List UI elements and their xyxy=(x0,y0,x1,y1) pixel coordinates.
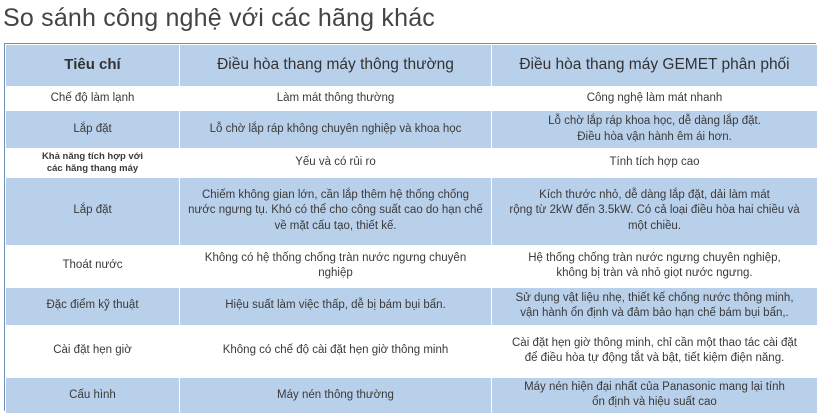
regular-cell: Không có hệ thống chống tràn nước ngưng chuyên nghiệp xyxy=(180,245,492,287)
table-row xyxy=(6,149,818,178)
regular-cell: Máy nén thông thường xyxy=(180,377,492,413)
criterion-cell: Khả năng tích hợp với các hãng thang máy xyxy=(6,149,180,178)
criterion-cell: Đặc điểm kỹ thuật xyxy=(6,287,180,325)
regular-cell: Không có chế độ cài đặt hẹn giờ thông minh xyxy=(180,325,492,377)
header-gemet-elevator-ac: Điều hòa thang máy GEMET phân phối xyxy=(492,45,818,87)
criterion-cell: Lắp đặt xyxy=(6,111,180,149)
gemet-cell: Công nghệ làm mát nhanh xyxy=(492,87,818,111)
table-row xyxy=(6,111,818,149)
table-row xyxy=(6,287,818,325)
regular-cell: Làm mát thông thường xyxy=(180,87,492,111)
gemet-cell: Lỗ chờ lắp ráp khoa học, dễ dàng lắp đặt. Điều hòa vận hành êm ái hơn. xyxy=(492,111,818,149)
table-row xyxy=(6,177,818,245)
table-row xyxy=(6,377,818,413)
gemet-cell: Hệ thống chống tràn nước ngưng chuyên nghiệp, không bị tràn và nhỏ giọt nước ngưng. xyxy=(492,245,818,287)
gemet-cell: Máy nén hiện đại nhất của Panasonic mang lại tính ổn định và hiệu suất cao xyxy=(492,377,818,413)
page-title: So sánh công nghệ với các hãng khác xyxy=(3,4,436,32)
regular-cell: Chiếm không gian lớn, cần lắp thêm hệ thống chống nước ngưng tụ. Khó có thể cho công suất cao do hạn chế về mặt cấu tạo, thiết kế. xyxy=(180,177,492,245)
criterion-cell: Chế độ làm lạnh xyxy=(6,87,180,111)
header-regular-elevator-ac: Điều hòa thang máy thông thường xyxy=(180,45,492,87)
criterion-cell: Lắp đặt xyxy=(6,177,180,245)
regular-cell: Yếu và có rủi ro xyxy=(180,149,492,178)
criterion-cell: Cấu hình xyxy=(6,377,180,413)
gemet-cell: Kích thước nhỏ, dễ dàng lắp đặt, dải làm mát rộng từ 2kW đến 3.5kW. Có cả loại điều hòa hai chiều và một chiều. xyxy=(492,177,818,245)
gemet-cell: Tính tích hợp cao xyxy=(492,149,818,178)
gemet-cell: Cài đặt hẹn giờ thông minh, chỉ cần một thao tác cài đặt để điều hòa tự động tắt và bật, tiết kiệm điện năng. xyxy=(492,325,818,377)
table-row xyxy=(6,87,818,111)
table-row xyxy=(6,325,818,377)
table-row xyxy=(6,245,818,287)
gemet-cell: Sử dụng vật liệu nhẹ, thiết kế chống nước thông minh, vận hành ổn định và đảm bảo hạn chế bám bụi bẩn,. xyxy=(492,287,818,325)
criterion-cell: Cài đặt hẹn giờ xyxy=(6,325,180,377)
criterion-cell: Thoát nước xyxy=(6,245,180,287)
regular-cell: Lỗ chờ lắp ráp không chuyên nghiệp và khoa học xyxy=(180,111,492,149)
comparison-table xyxy=(4,43,816,411)
regular-cell: Hiệu suất làm việc thấp, dễ bị bám bụi bẩn. xyxy=(180,287,492,325)
header-criterion: Tiêu chí xyxy=(6,45,180,87)
